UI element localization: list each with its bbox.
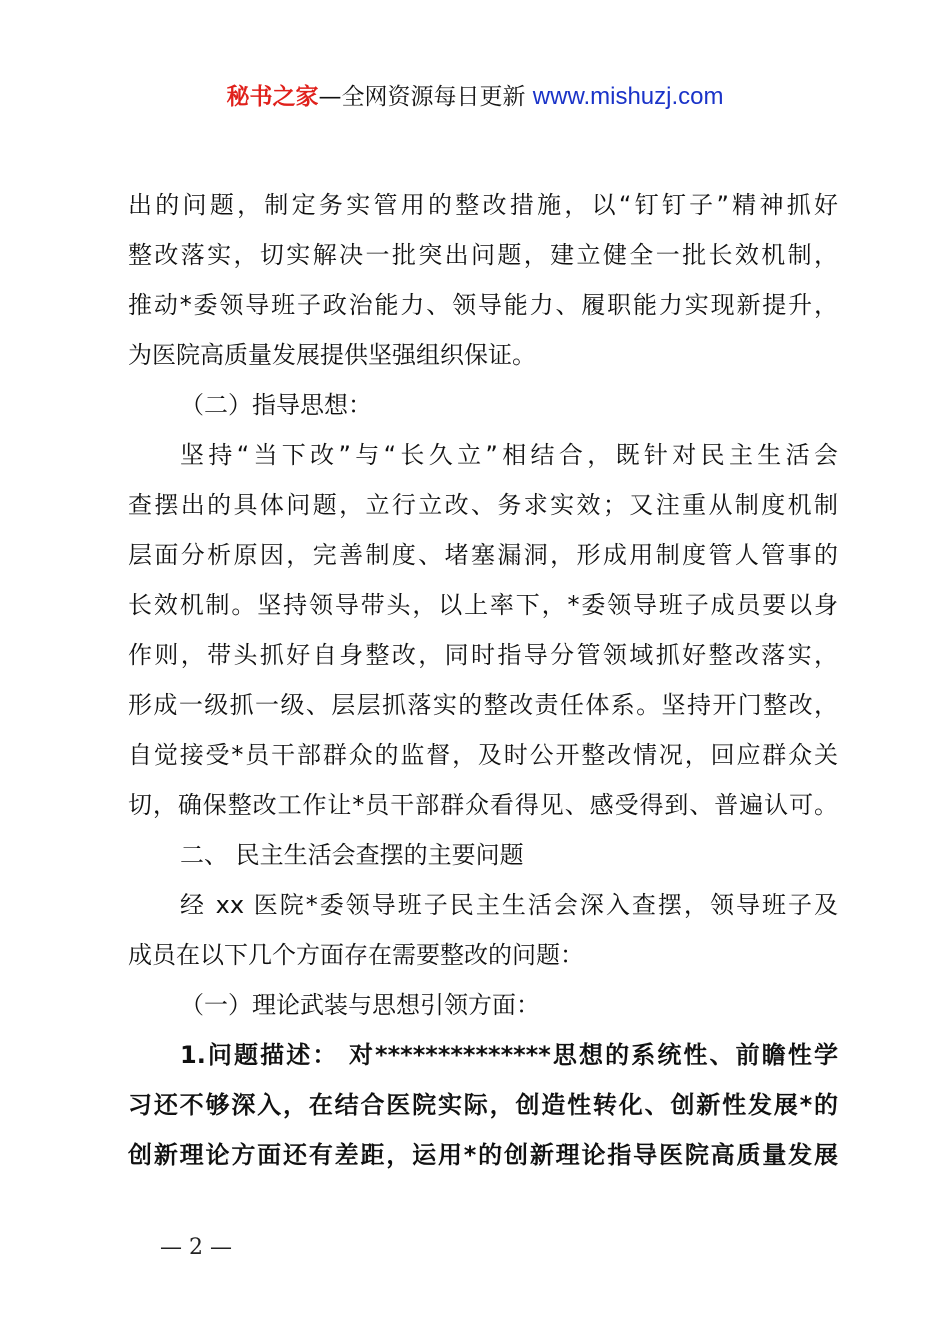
body-line: 整改落实，切实解决一批突出问题，建立健全一批长效机制， [128,241,838,269]
body-line: 长效机制。坚持领导带头，以上率下，*委领导班子成员要以身 [128,591,838,619]
site-tagline: —全网资源每日更新 [318,84,533,110]
body-line: 经 xx 医院*委领导班子民主生活会深入查摆，领导班子及 [180,891,838,919]
document-body [128,180,838,1180]
body-line: 作则，带头抓好自身整改，同时指导分管领域抓好整改落实， [128,641,838,669]
body-line: 自觉接受*员干部群众的监督，及时公开整改情况，回应群众关 [128,741,838,769]
body-line: 形成一级抓一级、层层抓落实的整改责任体系。坚持开门整改， [128,691,838,719]
section-heading: 二、 民主生活会查摆的主要问题 [180,841,524,869]
body-line: 切，确保整改工作让*员干部群众看得见、感受得到、普遍认可。 [128,791,838,819]
problem-description-line: 习还不够深入，在结合医院实际，创造性转化、创新性发展*的 [128,1091,838,1119]
section-heading: （一）理论武装与思想引领方面： [180,991,540,1019]
body-line: 出的问题，制定务实管用的整改措施，以“钉钉子”精神抓好 [128,191,838,219]
page-number: — 2 — [160,1235,232,1260]
section-heading: （二）指导思想： [180,391,372,419]
site-url[interactable]: www.mishuzj.com [532,83,724,110]
site-brand: 秘书之家 [226,84,319,110]
problem-description-line: 1.问题描述： 对**************思想的系统性、前瞻性学 [180,1041,838,1069]
body-line: 层面分析原因，完善制度、堵塞漏洞，形成用制度管人管事的 [128,541,838,569]
body-line: 推动*委领导班子政治能力、领导能力、履职能力实现新提升， [128,291,838,319]
body-line: 查摆出的具体问题，立行立改、务求实效；又注重从制度机制 [128,491,838,519]
site-header-banner [0,82,950,112]
problem-description-line: 创新理论方面还有差距，运用*的创新理论指导医院高质量发展 [128,1141,838,1169]
body-line: 成员在以下几个方面存在需要整改的问题： [128,941,584,969]
body-line: 为医院高质量发展提供坚强组织保证。 [128,341,536,369]
body-line: 坚持“当下改”与“长久立”相结合，既针对民主生活会 [180,441,838,469]
